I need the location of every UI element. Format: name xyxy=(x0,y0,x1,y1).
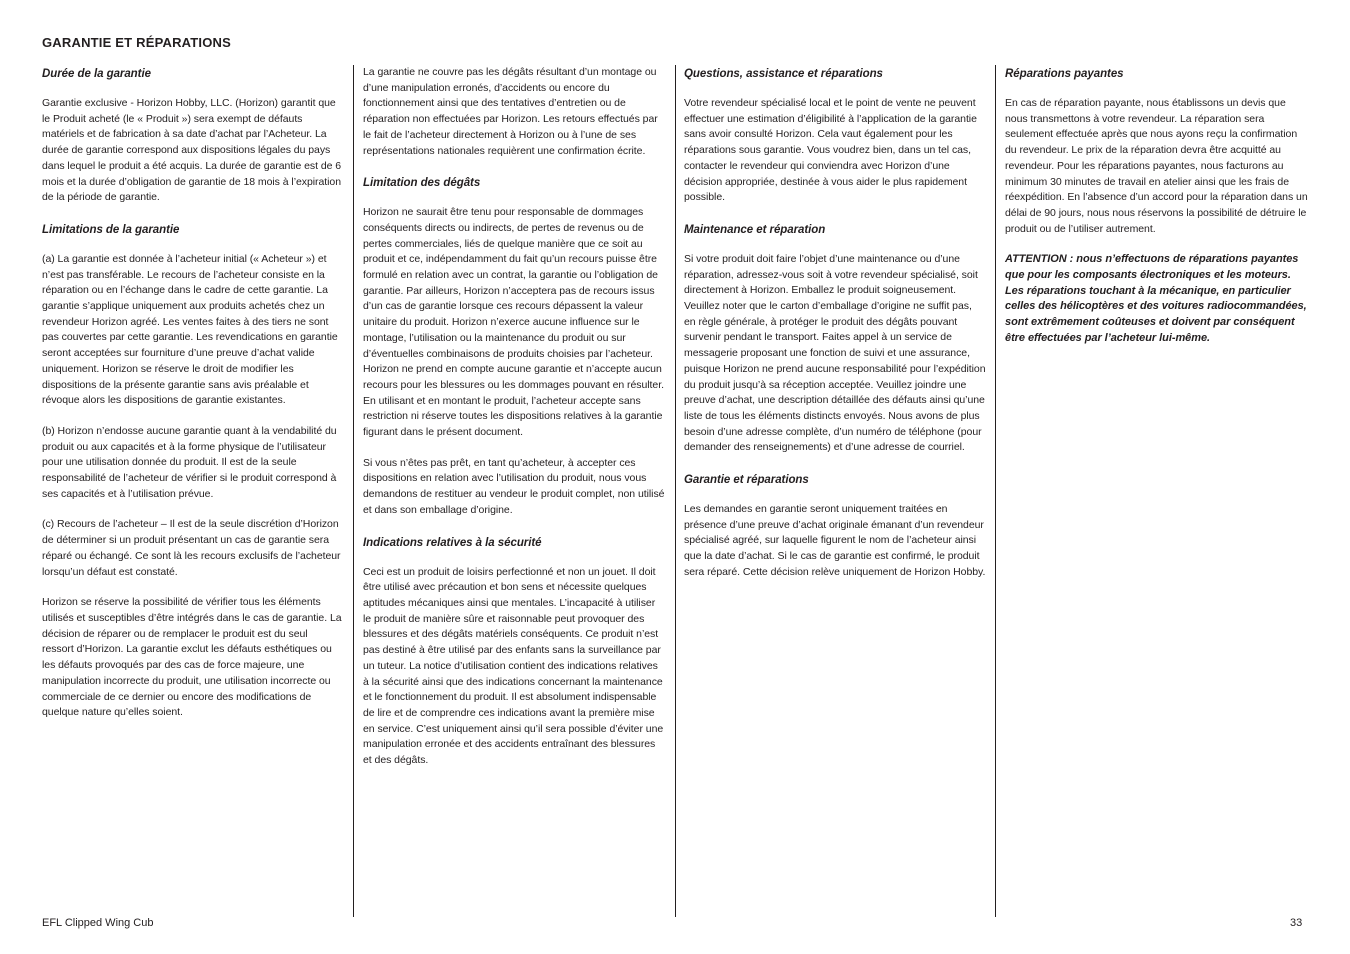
paragraph: En cas de réparation payante, nous établissons un devis que nous transmettons à votre revendeur. La réparation sera seulement effectuée après que nous ayons reçu la confirmation du revendeur. Le prix de la réparation devra être acquitté au revendeur. Pour les réparations payantes, nous facturons au minimum 30 minutes de travail en atelier ainsi que les frais de réexpédition. En l’absence d’un accord pour la réparation dans un délai de 90 jours, nous nous réservons la possibilité de détruire le produit ou de l’utiliser autrement. xyxy=(1005,97,1308,235)
column-3 xyxy=(684,65,986,596)
section-heading-duree: Durée de la garantie xyxy=(42,68,151,80)
paragraph: La garantie ne couvre pas les dégâts résultant d’un montage ou d’une manipulation erronés, d’accidents ou encore du fonctionnement ainsi que des tentatives d’entretien ou de réparation non effectuées par Horizon. Les retours effectués par le fait de l’acheteur directement à Horizon ou à l’une de ses représentations nationales requièrent une confirmation écrite. xyxy=(363,66,658,157)
section-heading-reparations-payantes: Réparations payantes xyxy=(1005,68,1124,80)
column-divider xyxy=(353,65,354,917)
paragraph: Ceci est un produit de loisirs perfectionné et non un jouet. Il doit être utilisé avec précaution et bon sens et nécessite quelques aptitudes mécaniques ainsi que mentales. L’incapacité à utiliser le produit de manière sûre et raisonnable peut provoquer des blessures et des dégâts matériels conséquents. Ce produit n’est pas destiné à être utilisé par des enfants sans la surveillance par un tuteur. La notice d’utilisation contient des indications relatives à la sécurité ainsi que des indications concernant la maintenance et le fonctionnement du produit. Il est absolument indispensable de lire et de comprendre ces indications avant la première mise en service. C’est uniquement ainsi qu’il sera possible d’éviter une manipulation erronée et des accidents entraînant des blessures et des dégâts. xyxy=(363,565,664,767)
section-heading-securite: Indications relatives à la sécurité xyxy=(363,536,542,549)
paragraph: Si vous n’êtes pas prêt, en tant qu’acheteur, à accepter ces dispositions en relation avec l’utilisation du produit, nous vous demandons de restituer au vendeur le produit complet, non utilisé et dans son emballage d’origine. xyxy=(363,456,665,516)
footer-product-name: EFL Clipped Wing Cub xyxy=(42,917,154,929)
page-title: GARANTIE ET RÉPARATIONS xyxy=(42,35,232,50)
paragraph: Horizon se réserve la possibilité de vérifier tous les éléments utilisés et susceptibles d’être intégrés dans le cas de garantie. La décision de réparer ou de remplacer le produit est du seul ressort d’Horizon. La garantie exclut les défauts esthétiques ou les défauts provoqués par des cas de force majeure, une manipulation incorrecte du produit, une utilisation incorrecte ou commerciale de ce dernier ou encore des modifications de quelque nature qu’elles soient. xyxy=(42,596,342,719)
column-1 xyxy=(42,65,342,736)
paragraph: (b) Horizon n’endosse aucune garantie quant à la vendabilité du produit ou aux capacités et à la forme physique de l’utilisateur pour une utilisation donnée du produit. Il est de la seule responsabilité de l’acheteur de vérifier si le produit correspond à ses capacités et à l’utilisation prévue. xyxy=(42,424,337,500)
section-heading-garantie-reparations: Garantie et réparations xyxy=(684,474,809,487)
section-heading-maintenance: Maintenance et réparation xyxy=(684,223,826,236)
section-heading-limitations: Limitations de la garantie xyxy=(42,223,180,236)
warning-notice: ATTENTION : nous n’effectuons de réparations payantes que pour les composants électroniques et les moteurs. Les réparations touchant à la mécanique, en particulier celles des hélicoptères et des voitures radiocommandées, sont extrêmement coûteuses et doivent par conséquent être effectuées par l’acheteur lui-même. xyxy=(1005,253,1307,344)
column-2 xyxy=(363,65,665,784)
paragraph: (a) La garantie est donnée à l’acheteur initial (« Acheteur ») et n’est pas transférable. Le recours de l’acheteur consiste en la réparation ou en l’échange dans le cadre de cette garantie. La garantie s’applique uniquement aux produits achetés chez un revendeur Horizon agréé. Les ventes faites à des tiers ne sont pas couvertes par cette garantie. Les revendications en garantie seront acceptées sur fourniture d’une preuve d’achat valide uniquement. Horizon se réserve le droit de modifier les dispositions de la présente garantie sans avis préalable et révoque alors les dispositions de garantie existantes. xyxy=(42,252,338,407)
column-4 xyxy=(1005,65,1310,362)
page-number: 33 xyxy=(1290,917,1303,929)
paragraph: Horizon ne saurait être tenu pour responsable de dommages conséquents directs ou indirects, de pertes de revenus ou de pertes commerciales, liés de quelque manière que ce soit au produit et ce, indépendamment du fait qu’un recours puisse être formulé en relation avec un contrat, la garantie ou l’obligation de garantie. Par ailleurs, Horizon n’acceptera pas de recours issus d’un cas de garantie lorsque ces recours dépassent la valeur unitaire du produit. Horizon n’exerce aucune influence sur le montage, l’utilisation ou la maintenance du produit ou sur d’éventuelles combinaisons de produits choisies par l’acheteur. Horizon ne prend en compte aucune garantie et n’accepte aucun recours pour les blessures ou les dommages pouvant en résulter. En utilisant et en montant le produit, l’acheteur accepte sans restriction ni réserve toutes les dispositions relatives à la garantie figurant dans le présent document. xyxy=(363,206,664,439)
column-divider xyxy=(995,65,996,917)
paragraph: Les demandes en garantie seront uniquement traitées en présence d’une preuve d’achat originale émanant d’un revendeur spécialisé agréé, sur laquelle figurent le nom de l’acheteur ainsi que la date d’achat. Si le cas de garantie est confirmé, le produit sera réparé. Cette décision relève uniquement de Horizon Hobby. xyxy=(684,503,986,578)
paragraph: (c) Recours de l’acheteur – Il est de la seule discrétion d’Horizon de déterminer si un produit présentant un cas de garantie sera réparé ou échangé. Ce sont là les recours exclusifs de l’acheteur lorsqu’un défaut est constaté. xyxy=(42,518,341,578)
paragraph: Garantie exclusive - Horizon Hobby, LLC. (Horizon) garantit que le Produit acheté (le « Produit ») sera exempt de défauts matériels et de fabrication à sa date d’achat par l’Acheteur. La durée de garantie correspond aux dispositions légales du pays dans lequel le produit a été acquis. La durée de garantie est de 6 mois et la durée d’obligation de garantie de 18 mois à l’expiration de la période de garantie. xyxy=(42,97,342,204)
section-heading-questions: Questions, assistance et réparations xyxy=(684,68,883,80)
section-heading-limitation-degats: Limitation des dégâts xyxy=(363,177,481,190)
paragraph: Votre revendeur spécialisé local et le point de vente ne peuvent effectuer une estimation d’éligibilité à l’application de la garantie sans avoir consulté Horizon. Cela vaut également pour les réparations sous garantie. Vous voudrez bien, dans un tel cas, contacter le revendeur qui conviendra avec Horizon d’une décision appropriée, destinée à vous aider le plus rapidement possible. xyxy=(684,97,977,204)
paragraph: Si votre produit doit faire l’objet d’une maintenance ou d’une réparation, adressez-vous soit à votre revendeur spécialisé, soit directement à Horizon. Emballez le produit soigneusement. Veuillez noter que le carton d’emballage d’origine ne suffit pas, en règle générale, à protéger le produit des dégâts pouvant survenir pendant le transport. Faites appel à un service de messagerie proposant une fonction de suivi et une assurance, puisque Horizon ne prend aucune responsabilité pour l’expédition du produit jusqu’à sa réception acceptée. Veuillez joindre une preuve d’achat, une description détaillée des défauts ainsi qu’une liste de tous les éléments distincts envoyés. Nous avons de plus besoin d’une adresse complète, d’un numéro de téléphone (pour demander des renseignements) et d’une adresse de courriel. xyxy=(684,252,986,454)
column-divider xyxy=(675,65,676,917)
